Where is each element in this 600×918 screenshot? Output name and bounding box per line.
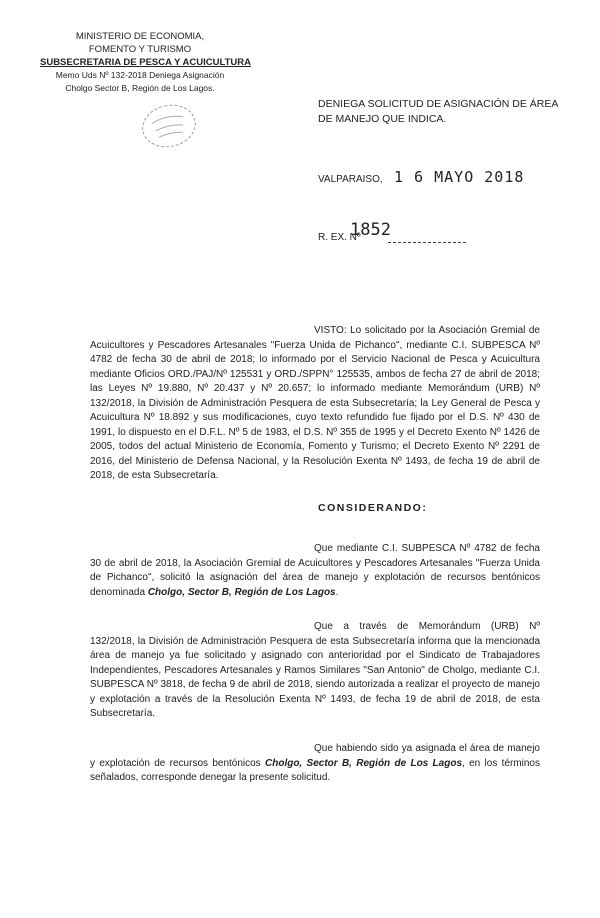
paragraph-3-area-name: Cholgo, Sector B, Región de Los Lagos (265, 757, 463, 769)
memo-reference-line: Memo Uds Nº 132-2018 Deniega Asignación (55, 70, 225, 80)
considerando-paragraph-2: Que a través de Memorándum (URB) Nº 132/2018, la División de Administración Pesquera de esta Subsecretaría informa que la mencionada área de manejo ya fue solicitado y asignado con anterioridad por el Sindicato de Trabajadores Independientes, Pescadores Artesanales y Ramos Similares "San Antonio" de Cholgo, mediante C.I. SUBPESCA Nº 3818, de fecha 9 de abril de 2018, siendo autorizada a realizar el proyecto de manejo y explotación a través de la Resolución Exenta Nº 1493, de fecha 19 de abril de 2018, de esta Subsecretaría. (90, 621, 540, 719)
visto-paragraph: VISTO: Lo solicitado por la Asociación Gremial de Acuicultores y Pescadores Artesanales "Fuerza Unida de Pichanco", mediante C.I. SUBPESCA Nº 4782 de fecha 30 de abril de 2018; lo informado por el Servicio Nacional de Pesca y Acuicultura mediante Oficios ORD./PAJ/Nº 125531 y ORD./SPPN° 125535, ambos de fecha 27 de abril de 2018; las Leyes Nº 19.880, Nº 20.437 y Nº 20.657; lo informado mediante Memorándum (URB) Nº 132/2018, la División de Administración Pesquera de esta Subsecretaría; la Ley General de Pesca y Acuicultura Nº 18.892 y sus modificaciones, cuyo texto refundido fue fijado por el D.S. Nº 430 de 1991, lo dispuesto en el D.F.L. Nº 5 de 1983, el D.S. Nº 355 de 1995 y el Decreto Exento Nº 1426 de 2005, todos del actual Ministerio de Economía, Fomento y Turismo; el Decreto Exento Nº 2291 de 2016, del Ministerio de Defensa Nacional, y la Resolución Exenta Nº 1493, de fecha 19 de abril de 2018, de esta Subsecretaría. (90, 325, 540, 481)
resolution-number (318, 222, 518, 246)
ministry-line-2: FOMENTO Y TURISMO (88, 44, 192, 55)
subsecretaria-line: SUBSECRETARIA DE PESCA Y ACUICULTURA (40, 57, 251, 68)
considerando-heading: CONSIDERANDO: (318, 502, 428, 514)
letterhead (40, 30, 251, 95)
considerando-paragraph-3 (90, 742, 540, 786)
ministry-line-1: MINISTERIO DE ECONOMIA, (75, 31, 205, 42)
paragraph-1-area-name: Cholgo, Sector B, Región de Los Lagos (147, 586, 336, 598)
rex-label: R. EX. Nº (318, 232, 361, 243)
paragraph-1-text: Que mediante C.I. SUBPESCA Nº 4782 de fecha 30 de abril de 2018, la Asociación Gremial de Acuicultores y Pescadores Artesanales "Fuerza Unida de Pichanco", solicitó la asignación del área de manejo y explotación de recursos bentónicos denominada (90, 543, 540, 598)
date-stamp: 1 6 MAYO 2018 (394, 168, 525, 186)
paragraph-3-tail: , en los términos señalados, corresponde denegar la presente solicitud. (90, 757, 540, 783)
place-label: VALPARAISO, (318, 174, 383, 185)
dateline (318, 168, 568, 190)
rex-number: 1852 (350, 220, 391, 240)
paragraph-1-tail: . (335, 586, 339, 598)
resolution-subject: DENIEGA SOLICITUD DE ASIGNACIÓN DE ÁREA DE MANEJO QUE INDICA. (318, 98, 558, 125)
rex-underline (388, 242, 466, 243)
stamp-icon (138, 100, 200, 152)
considerando-paragraph-1 (90, 542, 540, 600)
sector-reference-line: Cholgo Sector B, Región de Los Lagos. (65, 83, 215, 93)
paragraph-3-text: Que habiendo sido ya asignada el área de manejo y explotación de recursos bentónicos (90, 743, 540, 769)
